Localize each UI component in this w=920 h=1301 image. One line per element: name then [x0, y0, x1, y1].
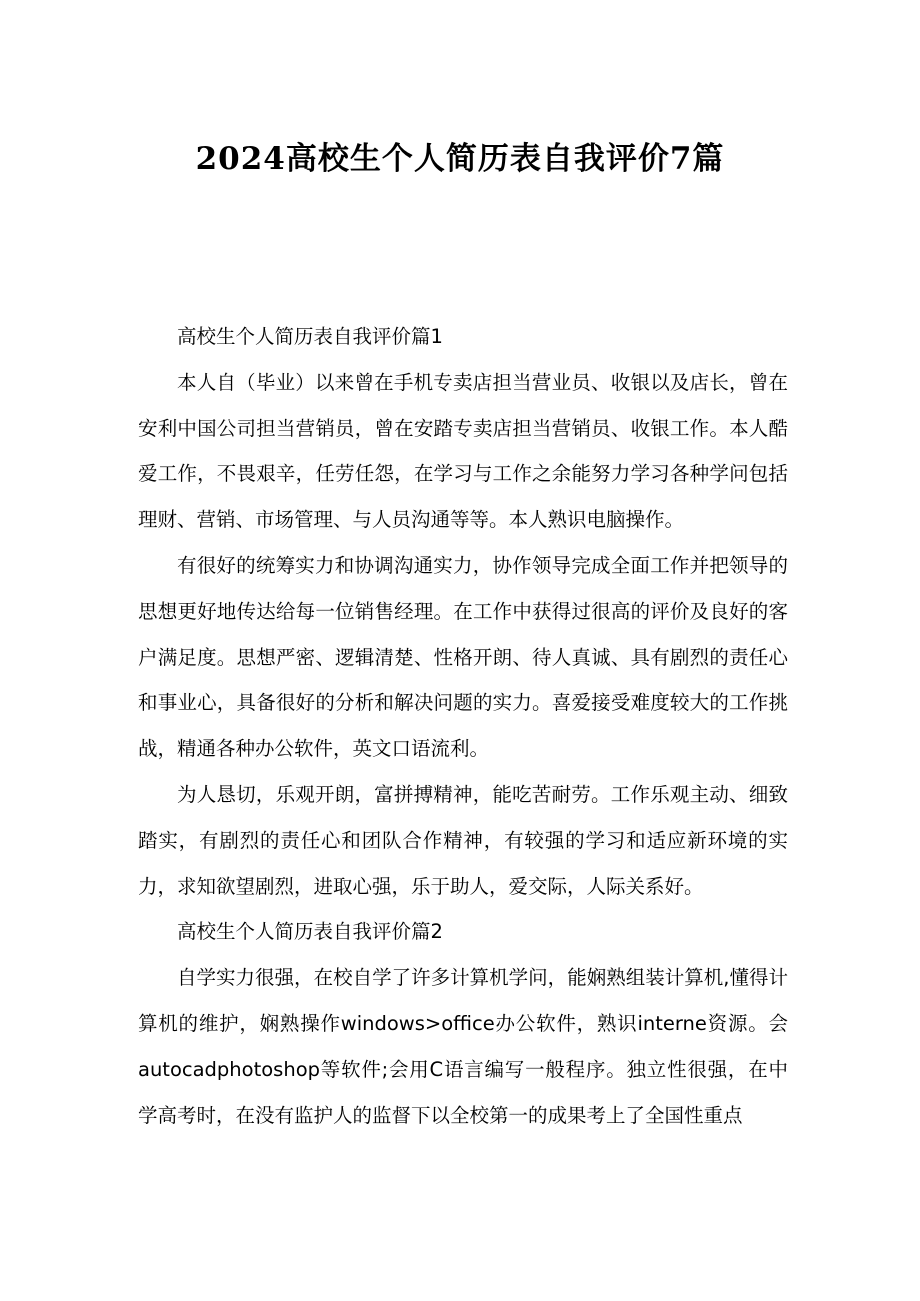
paragraph: 自学实力很强，在校自学了许多计算机学问，能娴熟组装计算机,懂得计算机的维护，娴熟操作windows>office办公软件，熟识interne资源。会autocadphotoshop等软件;会用C语言编写一般程序。独立性很强，在中学高考时，在没有监护人的监督下以全校第一的成果考上了全国性重点 [138, 966, 788, 1127]
paragraph: 为人恳切，乐观开朗，富拼搏精神，能吃苦耐劳。工作乐观主动、细致踏实，有剧烈的责任心和团队合作精神，有较强的学习和适应新环境的实力，求知欲望剧烈，进取心强，乐于助人，爱交际，人际关系好。 [138, 782, 788, 898]
paragraph: 有很好的统筹实力和协调沟通实力，协作领导完成全面工作并把领导的思想更好地传达给每一位销售经理。在工作中获得过很高的评价及良好的客户满足度。思想严密、逻辑清楚、性格开朗、待人真诚、具有剧烈的责任心和事业心，具备很好的分析和解决问题的实力。喜爱接受难度较大的工作挑战，精通各种办公软件，英文口语流利。 [138, 553, 788, 761]
document-title: 2024高校生个人简历表自我评价7篇 [195, 141, 725, 177]
section-heading: 高校生个人简历表自我评价篇2 [177, 920, 443, 944]
paragraph: 本人自（毕业）以来曾在手机专卖店担当营业员、收银以及店长，曾在安利中国公司担当营销员，曾在安踏专卖店担当营销员、收银工作。本人酷爱工作，不畏艰辛，任劳任怨，在学习与工作之余能努力学习各种学问包括理财、营销、市场管理、与人员沟通等等。本人熟识电脑操作。 [138, 370, 788, 532]
document-body [138, 314, 788, 1138]
section-heading: 高校生个人简历表自我评价篇1 [177, 325, 443, 348]
